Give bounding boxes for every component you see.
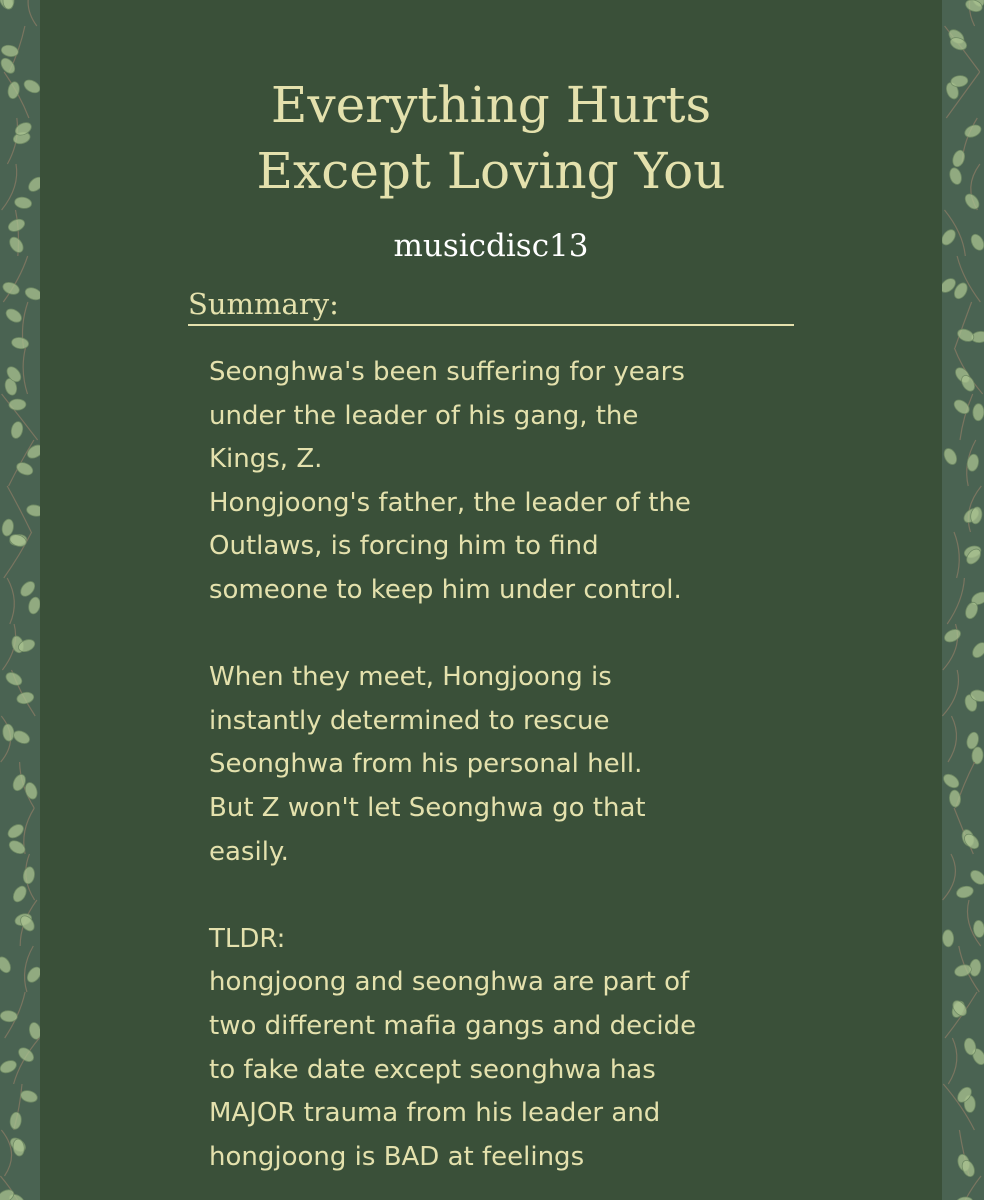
- leaf-icon: [963, 123, 983, 140]
- author-name: musicdisc13: [393, 228, 589, 264]
- summary-line: Seonghwa's been suffering for years: [209, 357, 685, 387]
- leaf-icon: [19, 1089, 38, 1104]
- leaf-icon: [26, 504, 40, 518]
- leaf-icon: [949, 790, 961, 808]
- leaf-icon: [12, 728, 32, 746]
- leaf-icon: [0, 1010, 18, 1022]
- vine-stem: [1, 1130, 11, 1176]
- leaf-icon: [951, 149, 967, 169]
- leaf-icon: [9, 1112, 22, 1130]
- leaf-icon: [4, 670, 24, 688]
- leaf-icon: [22, 866, 36, 885]
- leaf-icon: [973, 404, 984, 421]
- summary-line: hongjoong is BAD at feelings: [209, 1141, 585, 1172]
- summary-line: [209, 874, 829, 918]
- leaf-icon: [8, 532, 28, 548]
- work-title-line: Except Loving You: [256, 142, 726, 200]
- leaf-icon: [2, 723, 15, 741]
- vine-stem: [956, 1176, 981, 1200]
- leaf-icon: [22, 77, 40, 95]
- leaf-icon: [9, 399, 26, 411]
- leaf-icon: [23, 286, 40, 303]
- vine-stem: [23, 348, 27, 394]
- summary-line: hongjoong and seonghwa are part of: [209, 967, 690, 998]
- leaf-icon: [18, 579, 37, 599]
- leaf-icon: [7, 217, 27, 234]
- leaf-vine-pattern: [0, 0, 40, 1200]
- leaf-icon: [16, 691, 35, 705]
- vine-stem: [3, 256, 27, 302]
- leaf-icon: [28, 1021, 40, 1040]
- leaf-icon: [948, 166, 963, 185]
- leaf-icon: [27, 596, 40, 615]
- leaf-icon: [962, 191, 981, 211]
- vine-stem: [948, 716, 956, 762]
- leaf-icon: [1, 518, 15, 537]
- leaf-icon: [11, 884, 29, 904]
- leaf-icon: [952, 397, 972, 416]
- vine-stem: [954, 532, 959, 578]
- leaf-icon: [0, 955, 13, 975]
- leaf-icon: [942, 227, 958, 247]
- leaf-vine-pattern: [942, 0, 984, 1200]
- leaf-icon: [973, 920, 984, 938]
- summary-line: instantly determined to rescue: [209, 705, 610, 736]
- vine-stem: [28, 0, 37, 26]
- leaf-icon: [971, 747, 983, 765]
- leaf-icon: [970, 640, 984, 660]
- leaf-icon: [6, 822, 26, 841]
- leaf-icon: [942, 930, 954, 947]
- leaf-icon: [968, 868, 984, 887]
- leaf-icon: [4, 306, 24, 325]
- summary-line: MAJOR trauma from his leader and: [209, 1098, 661, 1129]
- leaf-icon: [966, 453, 980, 472]
- summary-line: But Z won't let Seonghwa go that: [209, 792, 646, 823]
- leaf-icon: [0, 1058, 18, 1075]
- leaf-icon: [955, 1196, 973, 1200]
- leaf-icon: [16, 1045, 36, 1064]
- leaf-icon: [942, 446, 959, 466]
- summary-line: [209, 613, 829, 657]
- leaf-icon: [956, 327, 976, 344]
- leaf-icon: [950, 75, 968, 88]
- work-title: [40, 72, 942, 204]
- summary-line: easily.: [209, 836, 289, 867]
- vine-stem: [7, 578, 14, 624]
- summary-line: TLDR:: [209, 923, 286, 954]
- summary-line: Kings, Z.: [209, 444, 323, 475]
- vine-stem: [942, 670, 958, 716]
- leaf-icon: [7, 235, 26, 255]
- leaf-icon: [942, 772, 961, 791]
- summary-line: Hongjoong's father, the leader of the: [209, 487, 691, 518]
- leaf-icon: [942, 627, 962, 645]
- vine-stem: [948, 1038, 957, 1084]
- summary-text: [209, 351, 829, 1179]
- summary-line: Outlaws, is forcing him to find: [209, 531, 599, 562]
- summary-line: Seonghwa from his personal hell.: [209, 749, 643, 780]
- leaf-icon: [25, 965, 40, 985]
- work-title-line: Everything Hurts: [270, 76, 712, 134]
- vine-stem: [24, 808, 35, 854]
- summary-heading: Summary:: [188, 284, 794, 326]
- leaf-icon: [26, 174, 40, 194]
- leaf-icon: [15, 460, 35, 477]
- summary-line: to fake date except seonghwa has: [209, 1054, 656, 1085]
- leaf-icon: [11, 336, 30, 350]
- leaf-icon: [969, 232, 984, 252]
- leaf-icon: [14, 196, 33, 210]
- vine-stem: [943, 854, 956, 900]
- leaf-icon: [955, 884, 974, 899]
- leaf-icon: [1, 280, 21, 296]
- leaf-icon: [23, 781, 39, 801]
- summary-panel: [40, 0, 942, 1200]
- leaf-icon: [10, 420, 25, 439]
- summary-line: someone to keep him under control.: [209, 574, 682, 605]
- right-leaf-border: [942, 0, 984, 1200]
- summary-line: under the leader of his gang, the: [209, 400, 639, 431]
- summary-line: two different mafia gangs and decide: [209, 1010, 697, 1041]
- summary-line: When they meet, Hongjoong is: [209, 662, 612, 693]
- vine-stem: [947, 578, 964, 624]
- left-leaf-border: [0, 0, 40, 1200]
